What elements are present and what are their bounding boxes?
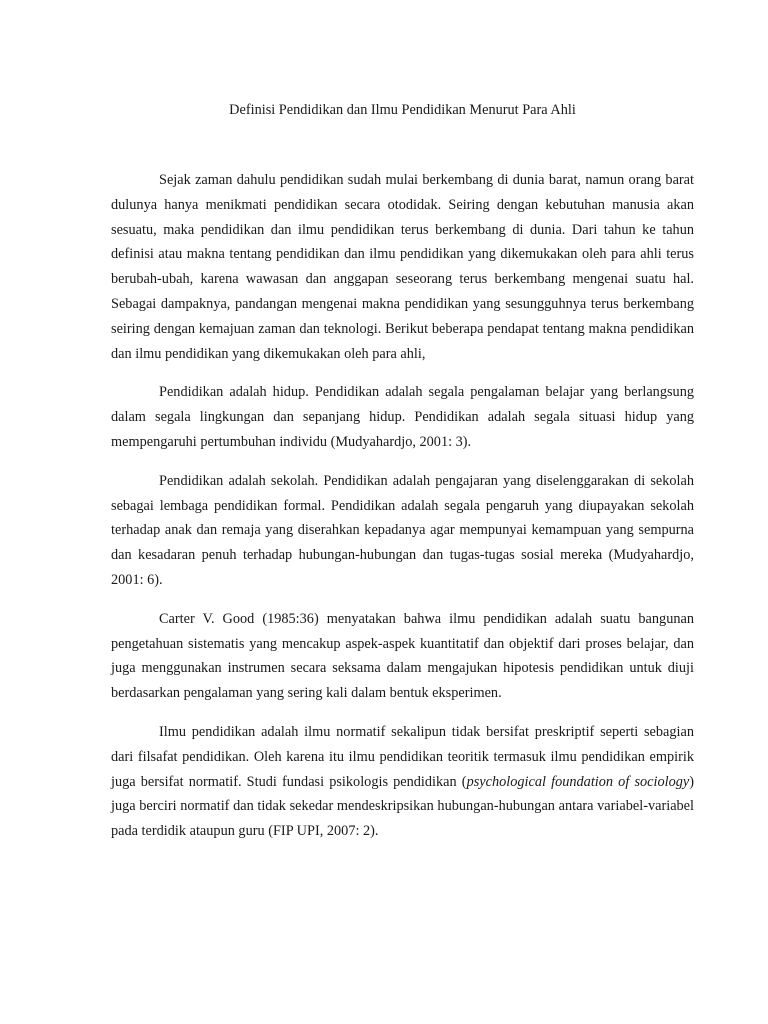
italic-term: psychological foundation of sociology <box>466 773 690 790</box>
document-title: Definisi Pendidikan dan Ilmu Pendidikan Menurut Para Ahli <box>229 102 576 118</box>
paragraph-text-after-italic: ) juga berciri normatif dan tidak sekedar mendeskripsikan hubungan-hubungan antara variabel-variabel pada terdidik ataupun guru (FIP UPI, 2007: 2). <box>111 773 694 840</box>
paragraph-intro: Sejak zaman dahulu pendidikan sudah mulai berkembang di dunia barat, namun orang barat dulunya hanya menikmati pendidikan secara otodidak. Seiring dengan kebutuhan manusia akan sesuatu, maka pendidikan dan ilmu pendidikan terus berkembang di dunia. Dari tahun ke tahun definisi atau makna tentang pendidikan dan ilmu pendidikan yang dikemukakan oleh para ahli terus berubah-ubah, karena wawasan dan anggapan seseorang terus berkembang mengenai suatu hal. Sebagai dampaknya, pandangan mengenai makna pendidikan yang sesungguhnya terus berkembang seiring dengan kemajuan zaman dan teknologi. Berikut beberapa pendapat tentang makna pendidikan dan ilmu pendidikan yang dikemukakan oleh para ahli, <box>111 172 694 362</box>
paragraph-carter-good: Carter V. Good (1985:36) menyatakan bahwa ilmu pendidikan adalah suatu bangunan pengetahuan sistematis yang mencakup aspek-aspek kuantitatif dan objektif dari proses belajar, dan juga menggunakan instrumen secara seksama dalam mengajukan hipotesis pendidikan untuk diuji berdasarkan pengalaman yang sering kali dalam bentuk eksperimen. <box>111 610 694 702</box>
paragraph-pendidikan-sekolah: Pendidikan adalah sekolah. Pendidikan adalah pengajaran yang diselenggarakan di sekolah sebagai lembaga pendidikan formal. Pendidikan adalah segala pengaruh yang diupayakan sekolah terhadap anak dan remaja yang diserahkan kepadanya agar mempunyai kemampuan yang sempurna dan kesadaran penuh terhadap hubungan-hubungan dan tugas-tugas sosial mereka (Mudyahardjo, 2001: 6). <box>111 472 694 588</box>
paragraph-ilmu-normatif <box>111 720 694 844</box>
paragraph-pendidikan-hidup: Pendidikan adalah hidup. Pendidikan adalah segala pengalaman belajar yang berlangsung dalam segala lingkungan dan sepanjang hidup. Pendidikan adalah segala situasi hidup yang mempengaruhi pertumbuhan individu (Mudyahardjo, 2001: 3). <box>111 384 694 450</box>
paragraph-text-before-italic: Ilmu pendidikan adalah ilmu normatif sekalipun tidak bersifat preskriptif seperti sebagian dari filsafat pendidikan. Oleh karena itu ilmu pendidikan teoritik termasuk ilmu pendidikan empirik juga bersifat normatif. Studi fundasi psikologis pendidikan ( <box>111 723 694 790</box>
